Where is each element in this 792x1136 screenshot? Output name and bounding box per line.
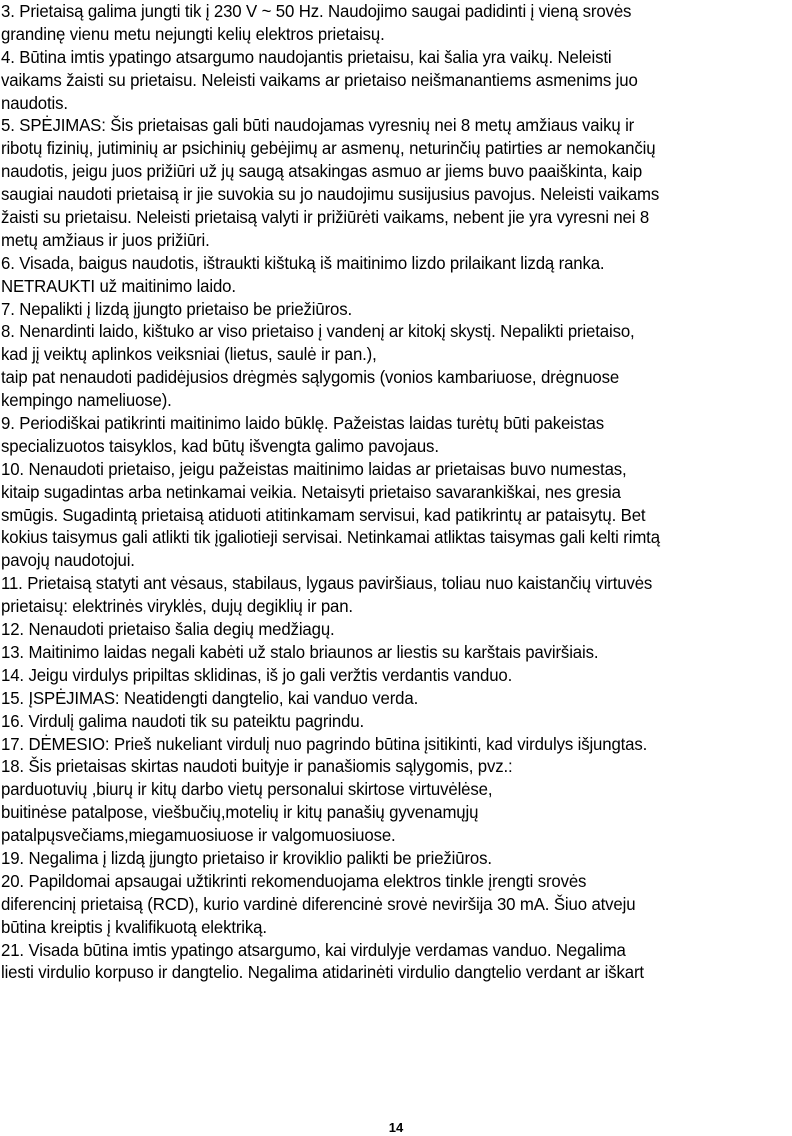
- text-line: naudotis, jeigu juos prižiūri už jų saugą atsakingas asmuo ar jiems buvo paaiškinta, kaip: [1, 161, 643, 182]
- text-line: liesti virdulio korpuso ir dangtelio. Negalima atidarinėti virdulio dangtelio verdant ar iškart: [1, 962, 644, 983]
- text-line: 10. Nenaudoti prietaiso, jeigu pažeistas maitinimo laidas ar prietaisas buvo numestas,: [1, 458, 627, 479]
- text-line: kitaip sugadintas arba netinkamai veikia. Netaisyti prietaiso savarankiškai, nes gresia: [1, 481, 621, 502]
- text-line: 16. Virdulį galima naudoti tik su pateiktu pagrindu.: [1, 710, 365, 731]
- text-line: 4. Būtina imtis ypatingo atsargumo naudojantis prietaisu, kai šalia yra vaikų. Neleisti: [1, 46, 612, 67]
- safety-instructions-text: [1, 0, 791, 1007]
- text-line: kad jį veiktų aplinkos veiksniai (lietus, saulė ir pan.),: [1, 344, 377, 365]
- text-line: diferencinį prietaisą (RCD), kurio vardinė diferencinė srovė neviršija 30 mA. Šiuo atveju: [1, 893, 636, 914]
- text-line: specializuotos taisyklos, kad būtų išvengta galimo pavojaus.: [1, 435, 439, 456]
- text-line: 5. SPĖJIMAS: Šis prietaisas gali būti naudojamas vyresnių nei 8 metų amžiaus vaikų ir: [1, 115, 635, 136]
- text-line: 19. Negalima į lizdą įjungto prietaiso ir kroviklio palikti be priežiūros.: [1, 847, 492, 868]
- text-line: 15. ĮSPĖJIMAS: Neatidengti dangtelio, kai vanduo verda.: [1, 687, 419, 708]
- text-line: 13. Maitinimo laidas negali kabėti už stalo briaunos ar liestis su karštais paviršiais.: [1, 641, 599, 662]
- text-line: metų amžiaus ir juos prižiūri.: [1, 229, 210, 250]
- text-line: 12. Nenaudoti prietaiso šalia degių medžiagų.: [1, 619, 335, 640]
- text-line: patalpųsvečiams,miegamuosiuose ir valgomuosiuose.: [1, 825, 396, 846]
- text-line: ribotų fizinių, jutiminių ar psichinių gebėjimų ar asmenų, neturinčių patirties ar nemokančių: [1, 138, 656, 159]
- text-line: parduotuvių ,biurų ir kitų darbo vietų personalui skirtose virtuvėlėse,: [1, 779, 493, 800]
- text-line: NETRAUKTI už maitinimo laido.: [1, 275, 236, 296]
- text-line: taip pat nenaudoti padidėjusios drėgmės sąlygomis (vonios kambariuose, drėgnuose: [1, 367, 620, 388]
- text-line: kempingo nameliuose).: [1, 390, 172, 411]
- text-line: 17. DĖMESIO: Prieš nukeliant virdulį nuo pagrindo būtina įsitikinti, kad virdulys išjungtas.: [1, 733, 648, 754]
- text-line: 18. Šis prietaisas skirtas naudoti buityje ir panašiomis sąlygomis, pvz.:: [1, 756, 513, 777]
- page-number: 14: [388, 1120, 404, 1135]
- text-line: [1, 984, 755, 1007]
- text-line: 8. Nenardinti laido, kištuko ar viso prietaiso į vandenį ar kitokį skystį. Nepalikti prietaiso,: [1, 321, 635, 342]
- text-line: buitinėse patalpose, viešbučių,motelių ir kitų panašių gyvenamųjų: [1, 802, 479, 823]
- text-line: 20. Papildomai apsaugai užtikrinti rekomenduojama elektros tinkle įrengti srovės: [1, 870, 587, 891]
- text-line: grandinę vienu metu nejungti kelių elektros prietaisų.: [1, 23, 385, 44]
- text-line: 7. Nepalikti į lizdą įjungto prietaiso be priežiūros.: [1, 298, 353, 319]
- text-line: žaisti su prietaisu. Neleisti prietaisą valyti ir prižiūrėti vaikams, nebent jie yra vyresni nei 8: [1, 207, 650, 228]
- text-line: 21. Visada būtina imtis ypatingo atsargumo, kai virdulyje verdamas vanduo. Negalima: [1, 939, 626, 960]
- text-line: 6. Visada, baigus naudotis, ištraukti kištuką iš maitinimo lizdo prilaikant lizdą ranka.: [1, 252, 605, 273]
- text-line: 3. Prietaisą galima jungti tik į 230 V ~ 50 Hz. Naudojimo saugai padidinti į vieną srovės: [1, 1, 632, 21]
- text-line: pavojų naudotojui.: [1, 550, 135, 571]
- text-line: 9. Periodiškai patikrinti maitinimo laido būklę. Pažeistas laidas turėtų būti pakeistas: [1, 413, 604, 434]
- text-line: būtina kreiptis į kvalifikuotą elektriką.: [1, 916, 267, 937]
- text-line: kokius taisymus gali atlikti tik įgaliotieji servisai. Netinkamai atliktas taisymas gali kelti rimtą: [1, 527, 660, 548]
- text-line: smūgis. Sugadintą prietaisą atiduoti atitinkamam servisui, kad patikrintų ar pataisytų. Bet: [1, 504, 646, 525]
- text-line: prietaisų: elektrinės viryklės, dujų degiklių ir pan.: [1, 596, 353, 617]
- text-line: naudotis.: [1, 92, 68, 113]
- text-line: vaikams žaisti su prietaisu. Neleisti vaikams ar prietaiso neišmanantiems asmenims juo: [1, 69, 638, 90]
- text-line: saugiai naudoti prietaisą ir jie suvokia su jo naudojimu susijusius pavojus. Neleisti vaikams: [1, 184, 660, 205]
- text-line: 14. Jeigu virdulys pripiltas sklidinas, iš jo gali veržtis verdantis vanduo.: [1, 664, 513, 685]
- text-line: 11. Prietaisą statyti ant vėsaus, stabilaus, lygaus paviršiaus, toliau nuo kaistančių virtuvės: [1, 573, 653, 594]
